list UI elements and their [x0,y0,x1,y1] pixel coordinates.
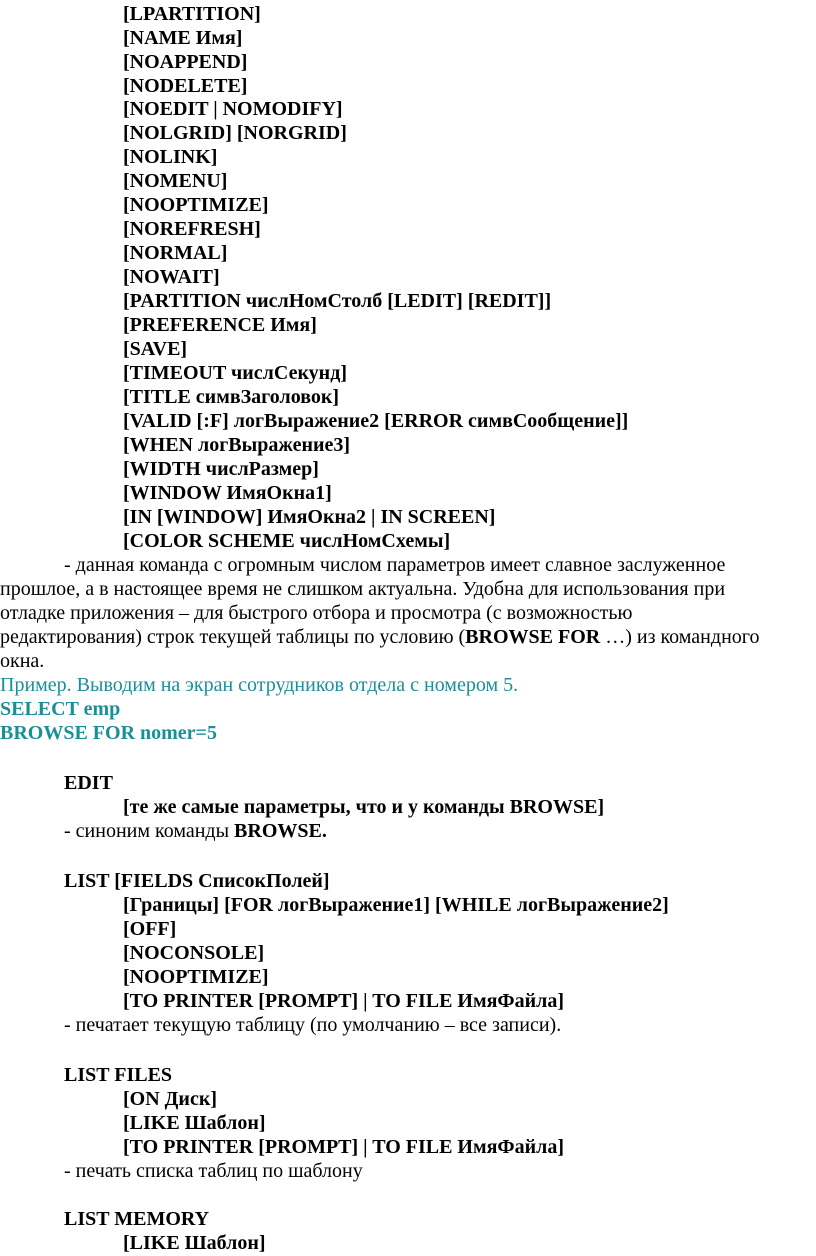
command-param: [ON Диск] [123,1088,218,1110]
browse-param: [WHEN логВыражение3] [123,434,351,456]
browse-param: [NOLINK] [123,146,218,168]
browse-param: [TITLE симвЗаголовок] [123,386,340,408]
browse-param: [IN [WINDOW] ИмяОкна2 | IN SCREEN] [123,506,496,528]
description-text: редактирования) строк текущей таблицы по условию ( [0,626,466,648]
browse-param: [NOAPPEND] [123,51,248,73]
command-param: [Границы] [FOR логВыражение1] [WHILE логВыражение2] [123,894,669,916]
command-param: [TO PRINTER [PROMPT] | TO FILE ИмяФайла] [123,990,565,1012]
description-line: - данная команда с огромным числом параметров имеет славное заслуженное [64,554,726,576]
browse-param: [NAME Имя] [123,27,243,49]
browse-param: [NOEDIT | NOMODIFY] [123,98,343,120]
browse-param: [PREFERENCE Имя] [123,314,317,336]
example-text: Пример. Выводим на экран сотрудников отдела с номером 5. [0,674,519,696]
browse-param: [NORMAL] [123,242,228,264]
browse-param: [SAVE] [123,338,188,360]
description-text: - синоним команды [64,820,235,842]
example-code-line: SELECT emp [0,698,121,720]
description-line: отладке приложения – для быстрого отбора и просмотра (с возможностью [0,602,633,624]
command-param: [LIKE Шаблон] [123,1232,266,1254]
description-line: прошлое, а в настоящее время не слишком актуальна. Удобна для использования при [0,578,726,600]
command-param: [OFF] [123,918,177,940]
command-name: LIST FILES [64,1064,173,1086]
description-line [0,625,759,649]
command-description [64,819,327,843]
browse-param: [TIMEOUT числСекунд] [123,362,347,384]
browse-param: [COLOR SCHEME числНомСхемы] [123,530,451,552]
command-name: LIST MEMORY [64,1208,210,1230]
command-name: EDIT [64,772,113,794]
example-code-line: BROWSE FOR nomer=5 [0,722,217,744]
description-text: …) из командного [600,626,760,648]
browse-param: [NOREFRESH] [123,218,261,240]
browse-param: [WIDTH числРазмер] [123,458,319,480]
command-description: - печать списка таблиц по шаблону [64,1160,363,1182]
command-description: - печатает текущую таблицу (по умолчанию – все записи). [64,1014,562,1036]
browse-param: [NODELETE] [123,75,248,97]
browse-param: [NOOPTIMIZE] [123,194,269,216]
command-param: [LIKE Шаблон] [123,1112,266,1134]
browse-param: [NOMENU] [123,170,228,192]
browse-param: [VALID [:F] логВыражение2 [ERROR симвСообщение]] [123,410,629,432]
description-line: окна. [0,650,45,672]
browse-param: [PARTITION числНомСтолб [LEDIT] [REDIT]] [123,290,552,312]
description-keyword: BROWSE FOR [465,626,601,648]
description-keyword: BROWSE. [234,820,327,842]
browse-param: [WINDOW ИмяОкна1] [123,482,332,504]
command-name: LIST [FIELDS СписокПолей] [64,870,330,892]
command-param: [NOOPTIMIZE] [123,966,269,988]
browse-param: [NOLGRID] [NORGRID] [123,122,347,144]
command-param: [те же самые параметры, что и у команды BROWSE] [123,796,605,818]
browse-param: [NOWAIT] [123,266,220,288]
command-param: [TO PRINTER [PROMPT] | TO FILE ИмяФайла] [123,1136,565,1158]
browse-param: [LPARTITION] [123,3,261,25]
command-param: [NOCONSOLE] [123,942,265,964]
